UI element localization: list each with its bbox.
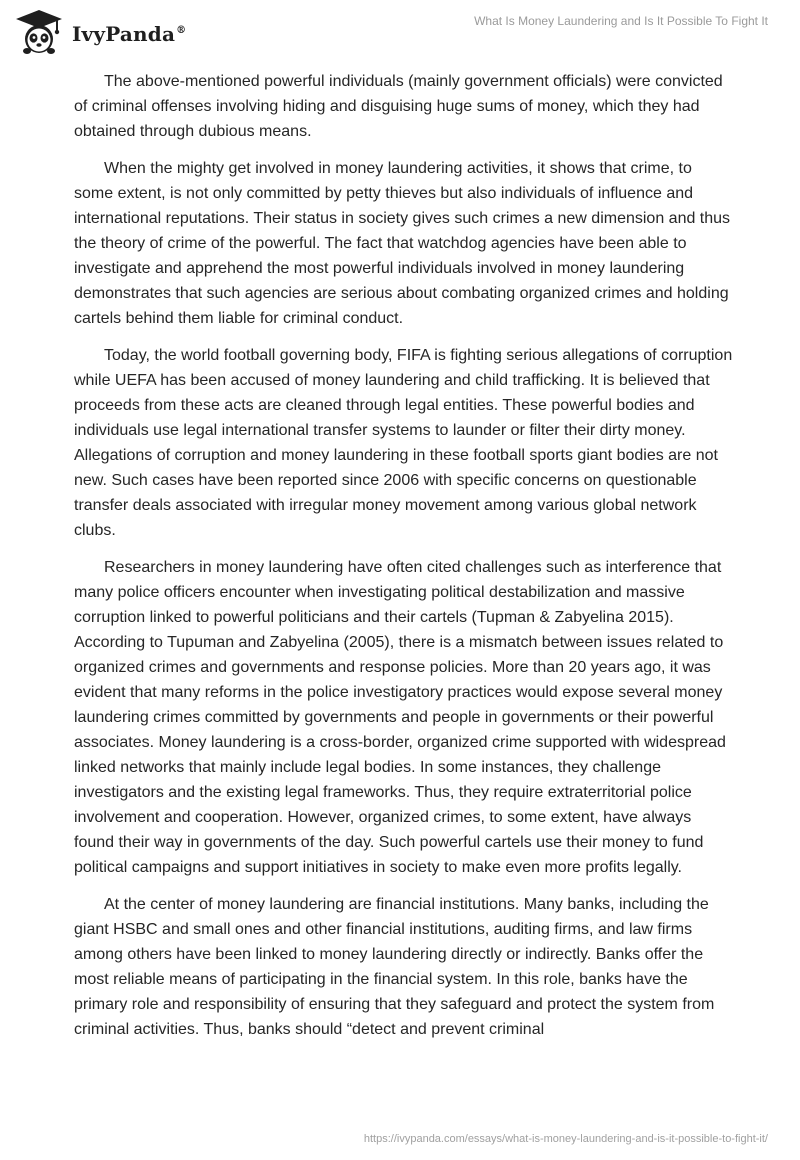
paragraph: When the mighty get involved in money laundering activities, it shows that crime, to some extent, is not only committed by petty thieves but also individuals of influence and international reputations. Their status in society gives such crimes a new dimension and thus the theory of crime of the powerful. The fact that watchdog agencies have been able to investigate and apprehend the most powerful individuals involved in money laundering demonstrates that such agencies are serious about combating organized crimes and holding cartels behind them liable for criminal conduct. (74, 160, 731, 327)
panda-graduate-icon (12, 8, 66, 56)
paragraph: The above-mentioned powerful individuals (mainly government officials) were convicted of criminal offenses involving hiding and disguising huge sums of money, which they had obtained through dubious means. (74, 73, 723, 140)
paragraph: At the center of money laundering are financial institutions. Many banks, including the giant HSBC and small ones and other financial institutions, auditing firms, and law firms among others have been linked to money laundering directly or indirectly. Banks offer the most reliable means of participating in the financial system. In this role, banks have the primary role and responsibility of ensuring that they safeguard and protect the system from criminal activities. Thus, banks should “detect and prevent criminal (74, 896, 715, 1038)
essay-body (74, 69, 734, 1054)
paragraph: Researchers in money laundering have often cited challenges such as interference that many police officers encounter when investigating political destabilization and massive corruption linked to powerful politicians and their cartels (Tupman & Zabyelina 2015). According to Tupuman and Zabyelina (2005), there is a mismatch between issues related to organized crimes and governments and response policies. More than 20 years ago, it was evident that many reforms in the police investigatory practices would expose several money laundering crimes committed by governments and people in governments or their powerful associates. Money laundering is a cross-border, organized crime supported with widespread linked networks that mainly include legal bodies. In some instances, they challenge investigators and the existing legal frameworks. Thus, they require extraterritorial police involvement and cooperation. However, organized crimes, to some extent, have always found their way in governments of the day. Such powerful cartels use their money to fund political campaigns and support initiatives in society to make even more profits legally. (74, 559, 726, 876)
paragraph: Today, the world football governing body, FIFA is fighting serious allegations of corruption while UEFA has been accused of money laundering and child trafficking. It is believed that proceeds from these acts are cleaned through legal entities. These powerful bodies and individuals use legal international transfer systems to launder or filter their dirty money. Allegations of corruption and money laundering in these football sports giant bodies are not new. Such cases have been reported since 2006 with specific concerns on questionable transfer deals associated with irregular money movement among various global network clubs. (74, 347, 733, 539)
registered-mark: ® (176, 25, 187, 37)
page-header (0, 0, 800, 64)
document-title: What Is Money Laundering and Is It Possible To Fight It (474, 14, 768, 28)
source-url[interactable]: https://ivypanda.com/essays/what-is-money-laundering-and-is-it-possible-to-fight-it/ (363, 1133, 768, 1145)
logo-wordmark (72, 22, 186, 46)
ivypanda-logo[interactable] (12, 8, 186, 56)
logo-text: IvyPanda (72, 22, 176, 46)
